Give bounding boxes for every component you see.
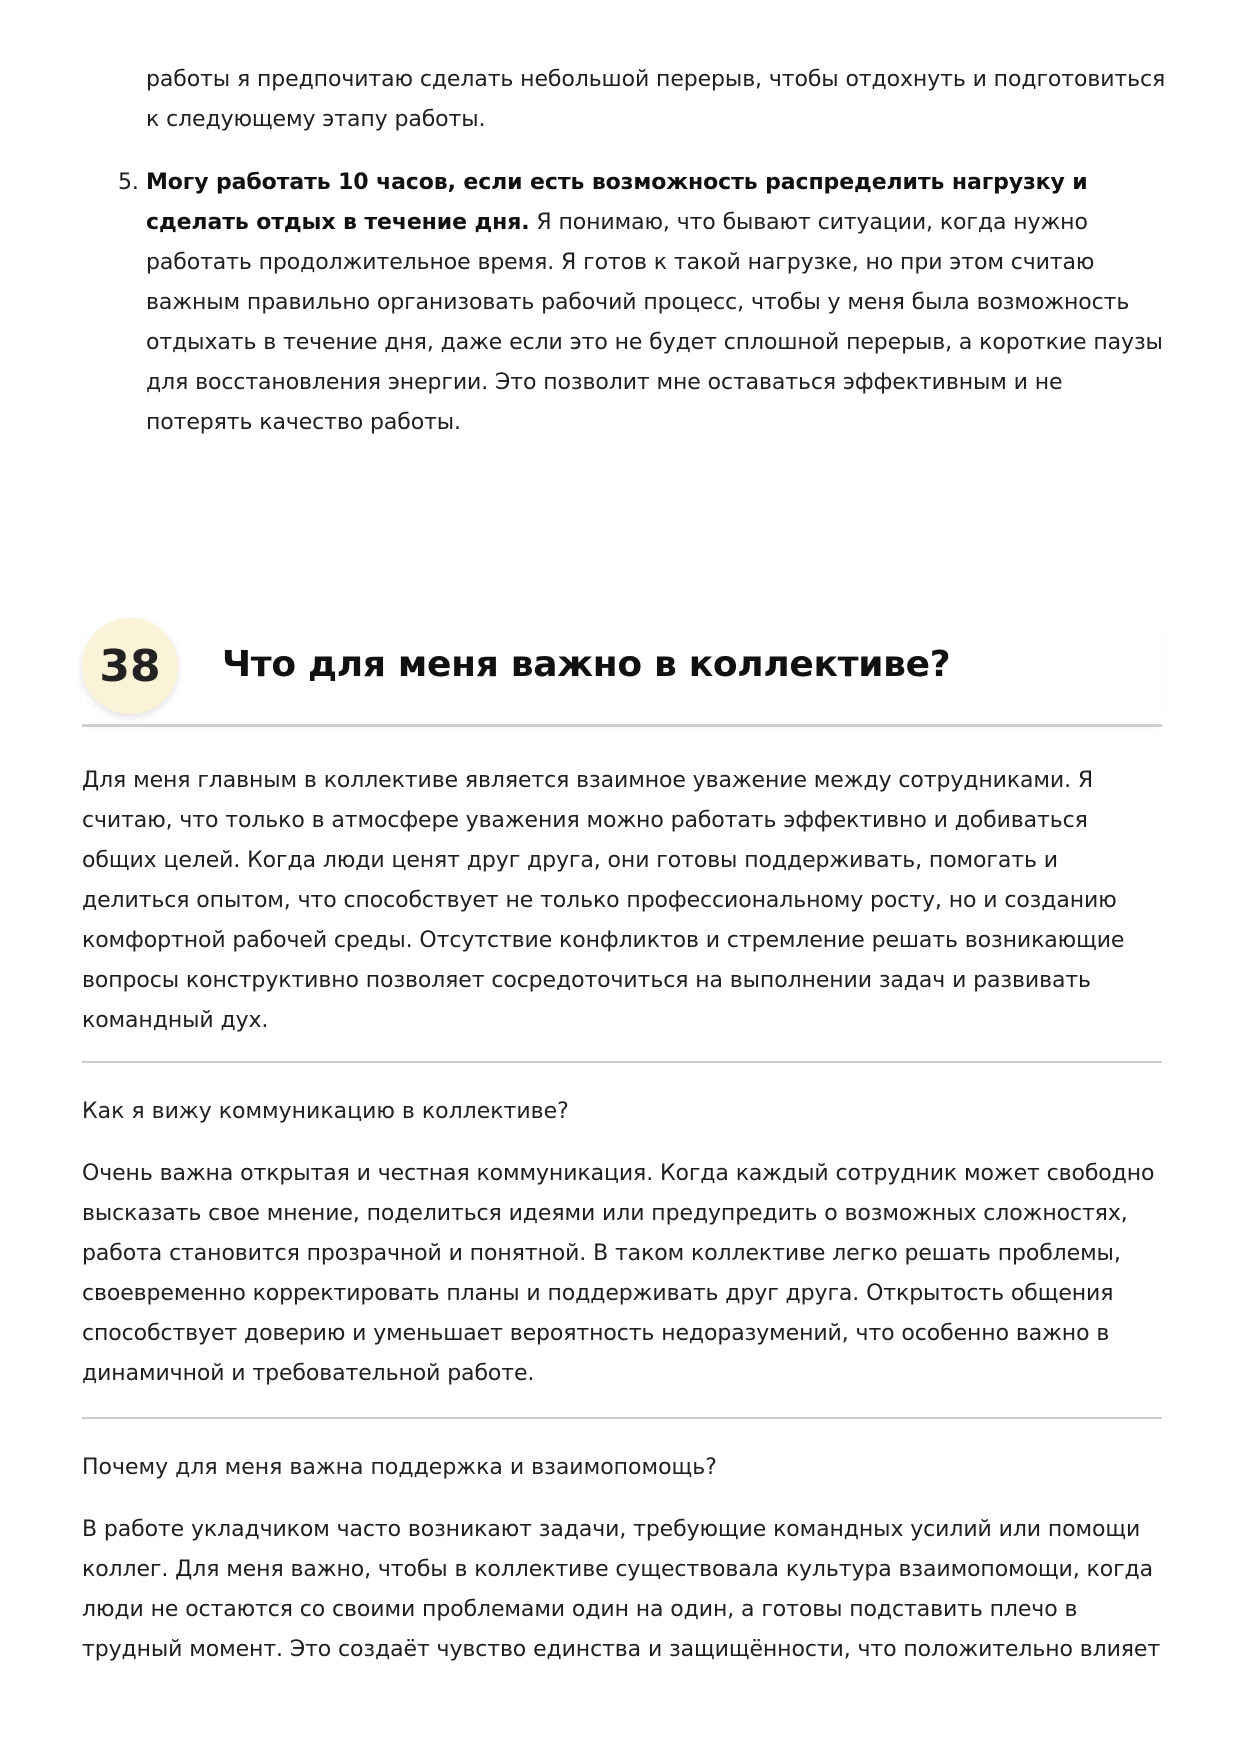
- divider: [82, 1417, 1162, 1419]
- section-title: Что для меня важно в коллективе?: [222, 644, 951, 685]
- list-item-number: 5.: [118, 170, 139, 195]
- list-item-continuation: работы я предпочитаю сделать небольшой перерыв, чтобы отдохнуть и подготовиться к следующему этапу работы.: [146, 67, 1166, 132]
- section-divider: [82, 724, 1162, 727]
- list-item-5: [118, 163, 1166, 443]
- list-item-bold-lead: Могу работать 10 часов, если есть возможность распределить нагрузку и сделать отдых в течение дня.: [146, 170, 1088, 235]
- divider: [82, 1061, 1162, 1063]
- list-item-text: Я понимаю, что бывают ситуации, когда нужно работать продолжительное время. Я готов к такой нагрузке, но при этом считаю важным правильно организовать рабочий процесс, чтобы у меня была возможность отдыхать в течение дня, даже если это не будет сплошной перерыв, а короткие паузы для восстановления энергии. Это позволит мне оставаться эффективным и не потерять качество работы.: [146, 210, 1163, 435]
- answer-support: В работе укладчиком часто возникают задачи, требующие командных усилий или помощи коллег. Для меня важно, чтобы в коллективе существовала культура взаимопомощи, когда люди не остаются со своими проблемами один на один, а готовы подставить плечо в трудный момент. Это создаёт чувство единства и защищённости, что положительно влияет: [82, 1517, 1161, 1662]
- answer-communication: Очень важна открытая и честная коммуникация. Когда каждый сотрудник может свободно высказать свое мнение, поделиться идеями или предупредить о возможных сложностях, работа становится прозрачной и понятной. В таком коллективе легко решать проблемы, своевременно корректировать планы и поддерживать друг друга. Открытость общения способствует доверию и уменьшает вероятность недоразумений, что особенно важно в динамичной и требовательной работе.: [82, 1161, 1155, 1386]
- subquestion-communication: Как я вижу коммуникацию в коллективе?: [82, 1099, 569, 1124]
- subquestion-support: Почему для меня важна поддержка и взаимопомощь?: [82, 1455, 717, 1480]
- section-header: [82, 610, 1162, 724]
- section-intro-paragraph: Для меня главным в коллективе является взаимное уважение между сотрудниками. Я считаю, что только в атмосфере уважения можно работать эффективно и добиваться общих целей. Когда люди ценят друг друга, они готовы поддерживать, помогать и делиться опытом, что способствует не только профессиональному росту, но и созданию комфортной рабочей среды. Отсутствие конфликтов и стремление решать возникающие вопросы конструктивно позволяет сосредоточиться на выполнении задач и развивать командный дух.: [82, 768, 1125, 1033]
- section-number-badge: 38: [82, 618, 178, 714]
